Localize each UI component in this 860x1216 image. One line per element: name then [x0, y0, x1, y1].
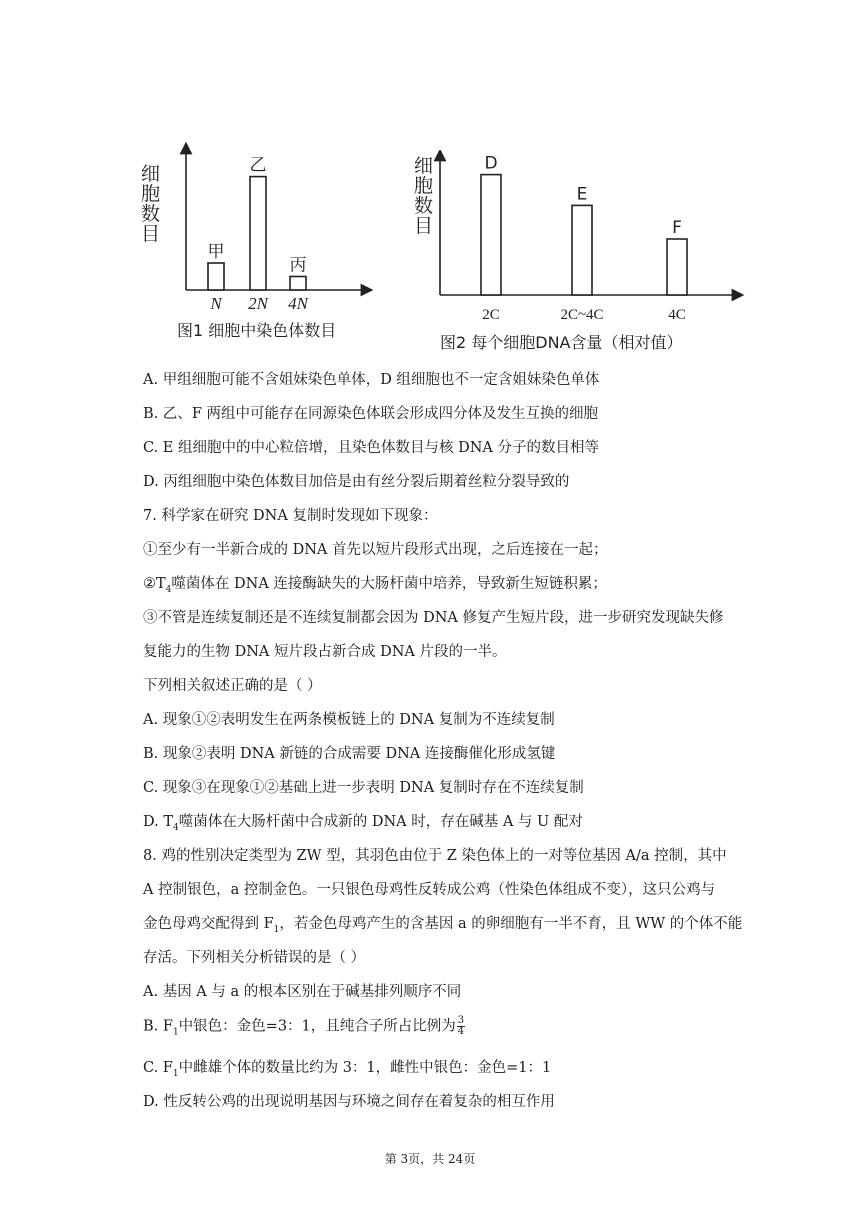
- figure-1-caption: 图1 细胞中染色体数目: [177, 321, 337, 340]
- figure-1-chart: [135, 140, 395, 350]
- y-label-char-2: 胞: [414, 175, 434, 197]
- tick-label-4N: 4N: [288, 294, 308, 313]
- bar-E: [572, 205, 592, 295]
- q8-option-a: A. 基因 A 与 a 的根本区别在于碱基排列顺序不同: [143, 984, 462, 1000]
- tick-label-2N: 2N: [248, 294, 268, 313]
- bar-label-E: E: [576, 184, 588, 205]
- q7-option-c: C. 现象③在现象①②基础上进一步表明 DNA 复制时存在不连续复制: [143, 780, 584, 796]
- bar-label-丙: 丙: [289, 255, 307, 276]
- q7-item-3-line-1: ③不管是连续复制还是不连续复制都会因为 DNA 修复产生短片段，进一步研究发现缺失修: [143, 610, 724, 626]
- y-label-char-1: 细: [141, 163, 161, 185]
- q8-option-d: D. 性反转公鸡的出现说明基因与环境之间存在着复杂的相互作用: [143, 1094, 555, 1110]
- bar-D: [481, 175, 501, 295]
- q7-stem: 7. 科学家在研究 DNA 复制时发现如下现象：: [143, 508, 438, 524]
- bar-F: [667, 239, 687, 295]
- q8-stem-line-3: 金色母鸡交配得到 $F_1$，若金色母鸡产生的含基因 a 的卵细胞有一半不育，且 WW 的个体不能: [143, 916, 743, 935]
- q7-option-b: B. 现象②表明 DNA 新链的合成需要 DNA 连接酶催化形成氢键: [143, 746, 556, 762]
- y-label-char-3: 数: [414, 195, 434, 217]
- q8-option-c: C. $F_1$中雌雄个体的数量比约为 3：1，雌性中银色：金色=1：1: [143, 1060, 552, 1079]
- figure-1: [135, 140, 395, 350]
- q7-item-3-line-2: 复能力的生物 DNA 短片段占新合成 DNA 片段的一半。: [143, 644, 507, 660]
- y-label-char-2: 胞: [141, 183, 161, 205]
- bar-label-乙: 乙: [249, 155, 267, 176]
- tick-label-2C: 2C: [482, 307, 500, 323]
- q8-option-b: B. $F_1$中银色：金色=3：1，且纯合子所占比例为 $\frac{3}{4}$: [143, 1015, 465, 1038]
- y-label-char-4: 目: [141, 223, 161, 245]
- tick-label-4C: 4C: [668, 307, 686, 323]
- q6-option-b: B. 乙、F 两组中可能存在同源染色体联会形成四分体及发生互换的细胞: [143, 406, 599, 422]
- y-label-char-1: 细: [414, 155, 434, 177]
- figure-2-caption: 图2 每个细胞DNA含量（相对值）: [440, 333, 683, 352]
- bar-丙: [290, 277, 306, 291]
- fraction: $\frac{3}{4}$: [457, 1015, 465, 1037]
- q7-question: 下列相关叙述正确的是（ ）: [143, 678, 322, 694]
- q8-stem-line-4: 存活。下列相关分析错误的是（ ）: [143, 950, 366, 966]
- q8-stem-line-1: 8. 鸡的性别决定类型为 ZW 型，其羽色由位于 Z 染色体上的一对等位基因 A/a 控制，其中: [143, 848, 727, 864]
- q6-option-d: D. 丙组细胞中染色体数目加倍是由有丝分裂后期着丝粒分裂导致的: [143, 474, 570, 490]
- bar-甲: [208, 263, 224, 290]
- figure-2: [410, 150, 750, 360]
- q7-item-1: ①至少有一半新合成的 DNA 首先以短片段形式出现，之后连接在一起；: [143, 542, 608, 558]
- bar-label-甲: 甲: [207, 242, 225, 262]
- q6-option-c: C. E 组细胞中的中心粒倍增，且染色体数目与核 DNA 分子的数目相等: [143, 440, 599, 456]
- y-label-char-4: 目: [414, 215, 434, 237]
- q7-item-2: $②T_4$噬菌体在 DNA 连接酶缺失的大肠杆菌中培养，导致新生短链积累；: [143, 576, 607, 595]
- q6-option-a: A. 甲组细胞可能不含姐妹染色单体，D 组细胞也不一定含姐妹染色单体: [143, 372, 600, 388]
- tick-label-N: N: [210, 294, 222, 313]
- tick-label-2C~4C: 2C~4C: [560, 307, 604, 323]
- y-label-char-3: 数: [141, 203, 161, 225]
- bar-乙: [250, 177, 266, 290]
- bar-label-D: D: [484, 153, 498, 174]
- q8-stem-line-2: A 控制银色，a 控制金色。一只银色母鸡性反转成公鸡（性染色体组成不变），这只公鸡与: [143, 882, 716, 898]
- q7-option-a: A. 现象①②表明发生在两条模板链上的 DNA 复制为不连续复制: [143, 712, 555, 728]
- page-footer: 第 3页，共 24页: [384, 1152, 476, 1166]
- q7-option-d: D. $T_4$噬菌体在大肠杆菌中合成新的 DNA 时，存在碱基 A 与 U 配对: [143, 814, 583, 833]
- figure-2-chart: [410, 150, 750, 360]
- bar-label-F: F: [672, 218, 682, 238]
